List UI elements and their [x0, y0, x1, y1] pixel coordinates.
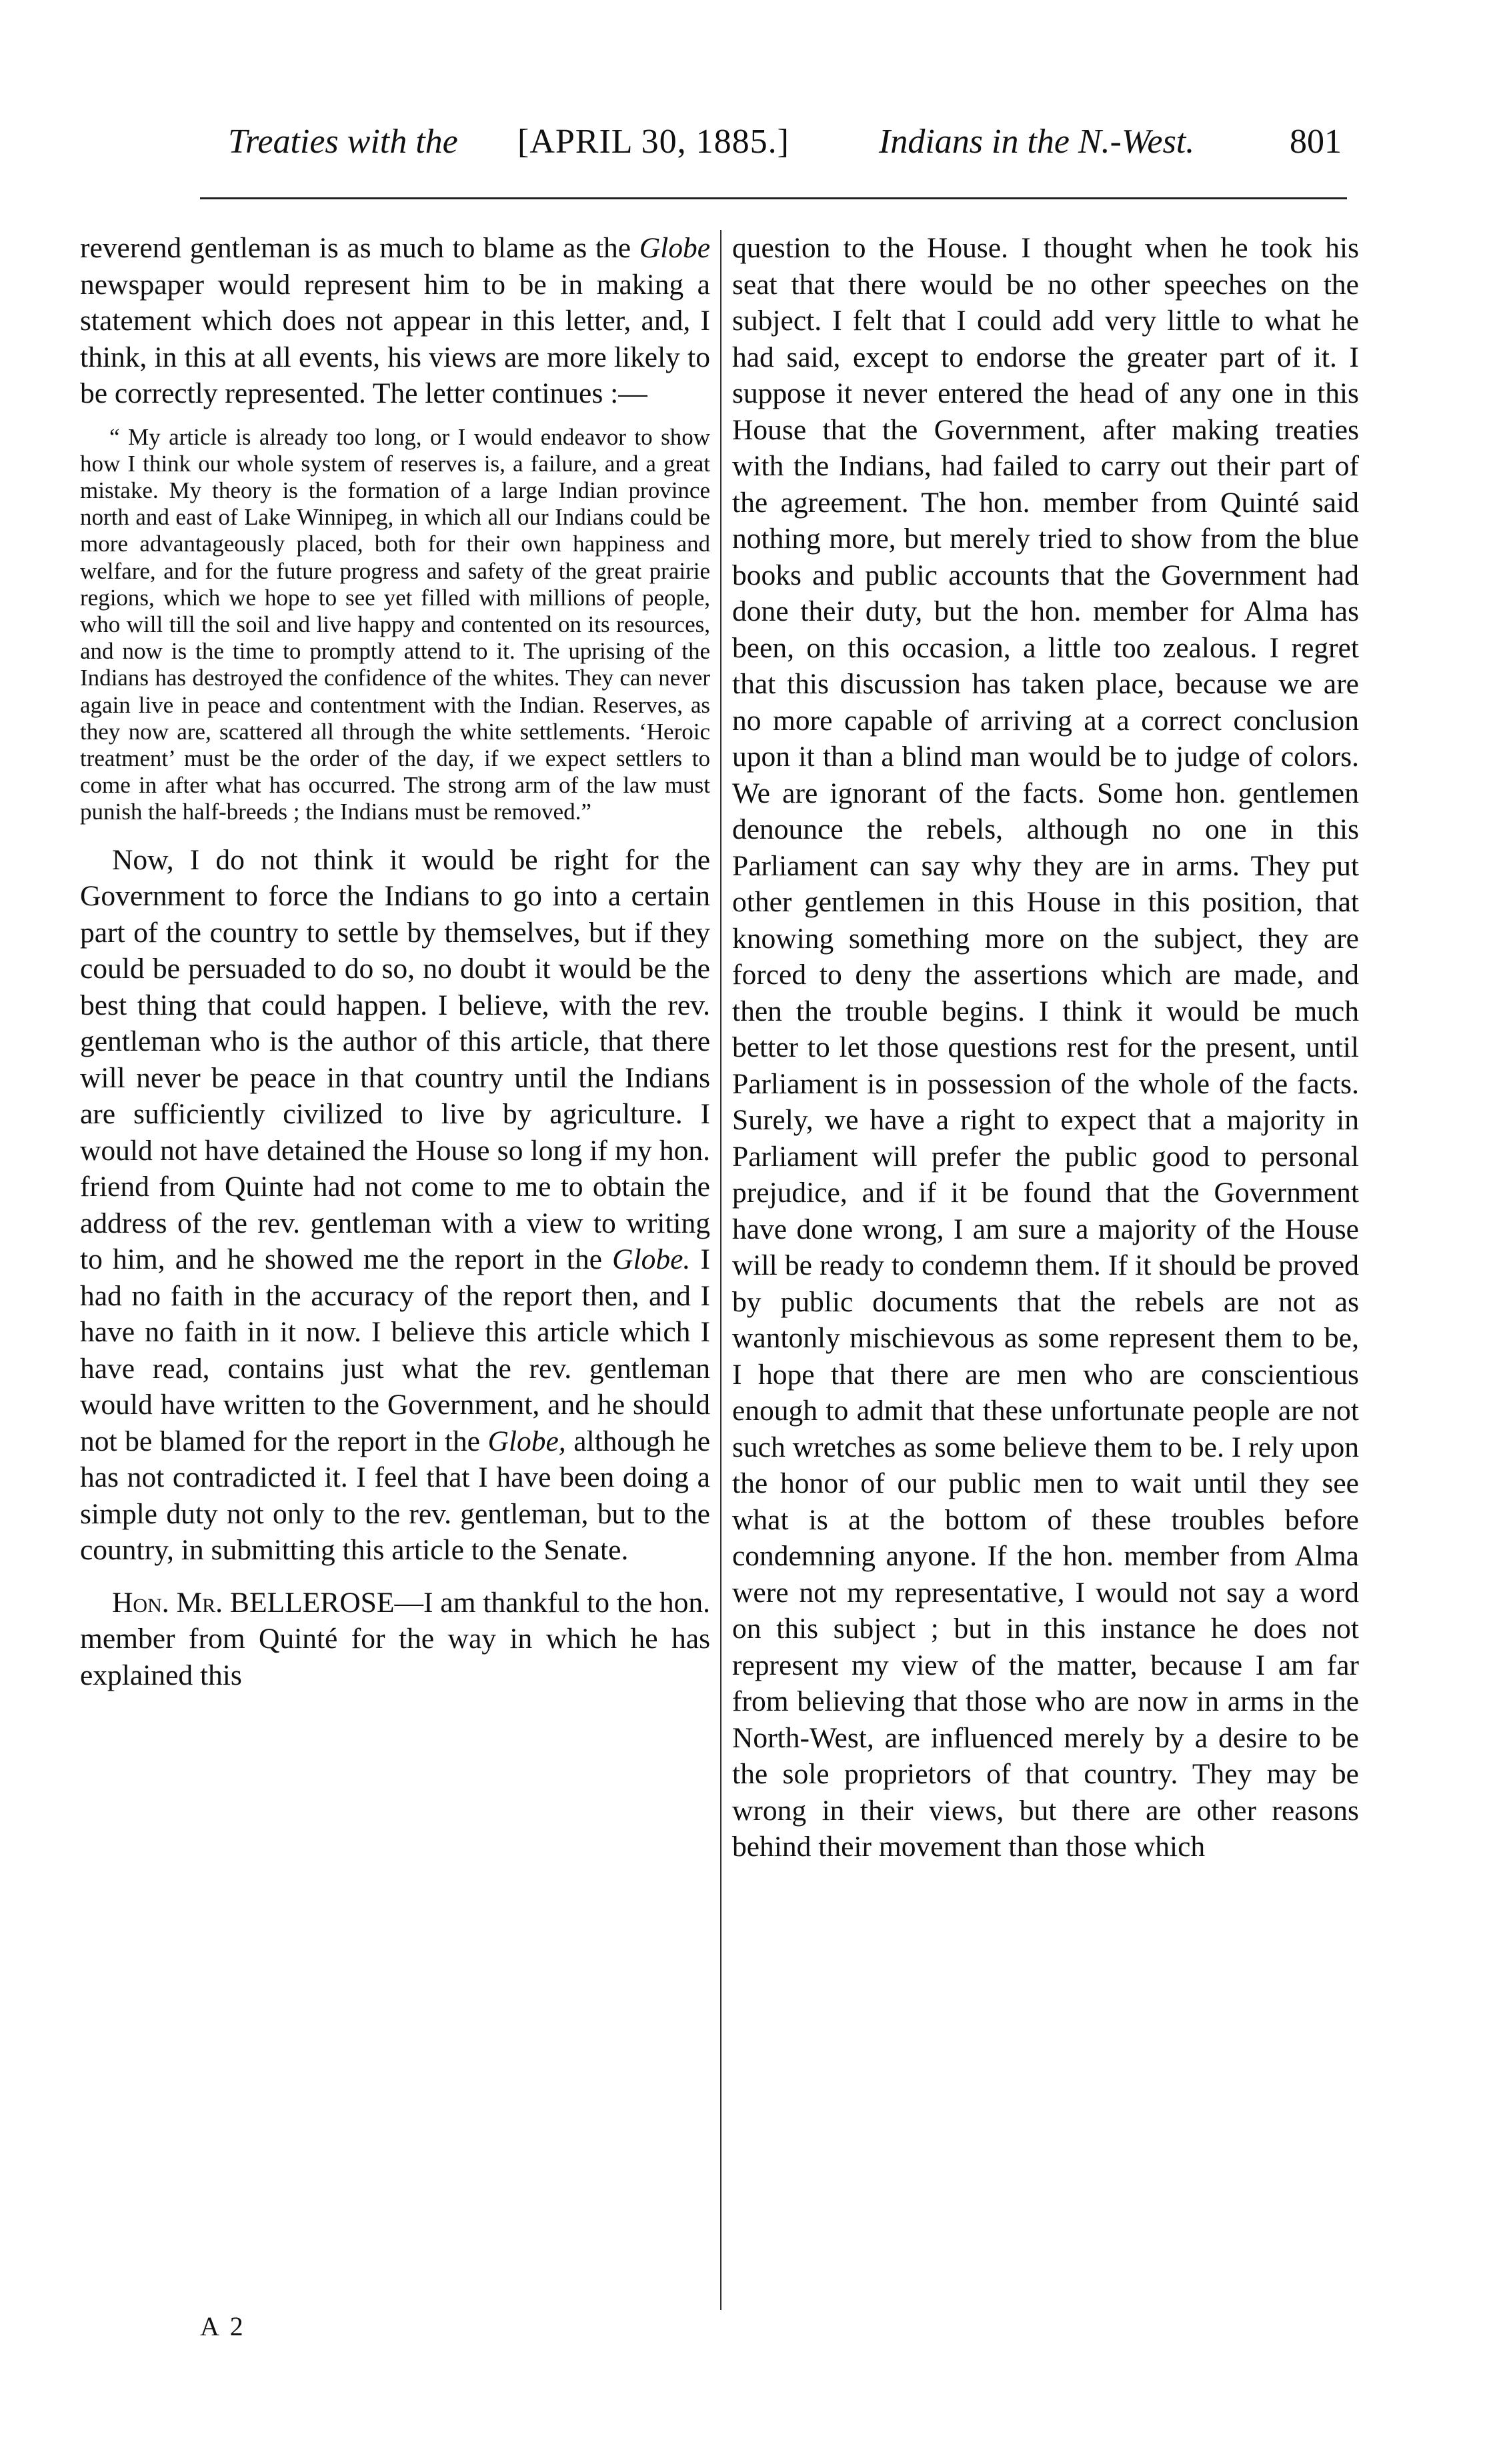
header-left-title: Treaties with the: [228, 123, 458, 161]
globe-italic: Globe: [639, 232, 710, 264]
left-column: [80, 230, 710, 1693]
left-paragraph-3: [80, 1585, 710, 1694]
right-column: [732, 230, 1359, 1865]
left-paragraph-1: [80, 230, 710, 412]
column-divider: [720, 230, 721, 2310]
text-run: I had no faith in the accuracy of the report then, and I have no faith in it now. I believe this article which I have read, contains just what the rev. gentleman would have written to the Government, and he should not be blamed for the report in the: [80, 1243, 710, 1457]
block-quote: “ My article is already too long, or I would endeavor to show how I think our whole system of reserves is, a failure, and a great mistake. My theory is the formation of a large Indian province north and east of Lake Winnipeg, in which all our Indians could be more advantageously placed, both for their own happiness and welfare, and for the future progress and safety of the great prairie regions, which we hope to see yet filled with millions of people, who will till the soil and live happy and contented on its resources, and now is the time to promptly attend to it. The uprising of the Indians has destroyed the confidence of the whites. They can never again live in peace and contentment with the Indian. Reserves, as they now are, scattered all through the white settlements. ‘Heroic treatment’ must be the order of the day, if we expect settlers to come in after what has occurred. The strong arm of the law must punish the half-breeds ; the Indians must be removed.”: [80, 423, 710, 825]
running-header: [200, 112, 1347, 172]
text-run: —I am thankful to the hon. member from Quinté for the way in which he has explained this: [80, 1586, 711, 1691]
globe-italic: Globe.: [612, 1243, 691, 1276]
header-date: [APRIL 30, 1885.]: [517, 123, 790, 161]
text-run: reverend gentleman is as much to blame as the: [80, 232, 639, 264]
text-run: newspaper would represent him to be in making a statement which does not appear in this letter, and, I think, in this at all events, his views are more likely to be correctly represented. The letter continues :—: [80, 268, 710, 409]
signature-mark: A 2: [200, 2311, 246, 2341]
right-paragraph-1: question to the House. I thought when he took his seat that there would be no other speeches on the subject. I felt that I could add very little to what he had said, except to endorse the greater part of it. I suppose it never entered the head of any one in this House that the Government, after making treaties with the Indians, had failed to carry out their part of the agreement. The hon. member from Quinté said nothing more, but merely tried to show from the blue books and public accounts that the Government had done their duty, but the hon. member for Alma has been, on this occasion, a little too zealous. I regret that this discussion has taken place, because we are no more capable of arriving at a correct conclusion upon it than a blind man would be to judge of colors. We are ignorant of the facts. Some hon. gentlemen denounce the rebels, although no one in this Parliament can say why they are in arms. They put other gentlemen in this House in this position, that knowing something more on the subject, they are forced to deny the assertions which are made, and then the trouble begins. I think it would be much better to let those questions rest for the present, until Parliament is in possession of the whole of the facts. Surely, we have a right to expect that a majority in Parliament will prefer the public good to personal prejudice, and if it be found that the Government have done wrong, I am sure a majority of the House will be ready to condemn them. If it should be proved by public documents that the rebels are not as wantonly mischievous as some represent them to be, I hope that there are men who are conscientious enough to admit that these unfortunate people are not such wretches as some believe them to be. I rely upon the honor of our public men to wait until they see what is at the bottom of these troubles before condemning anyone. If the hon. member from Alma were not my representative, I would not say a word on this subject ; but in this instance he does not represent my view of the matter, because I am far from believing that those who are now in arms in the North-West, are influenced merely by a desire to be the sole proprietors of that country. They may be wrong in their views, but there are other reasons behind their movement than those which: [732, 232, 1359, 1863]
text-run: Now, I do not think it would be right for the Government to force the Indians to go into a certain part of the country to settle by themselves, but if they could be persuaded to do so, no doubt it would be the best thing that could happen. I believe, with the rev. gentleman who is the author of this article, that there will never be peace in that country until the Indians are sufficiently civilized to live by agriculture. I would not have detained the House so long if my hon. friend from Quinte had not come to me to obtain the address of the rev. gentleman with a view to writing to him, and he showed me the report in the: [80, 843, 710, 1276]
speaker-name: Hon. Mr. BELLEROSE: [112, 1586, 395, 1619]
page-number: 801: [1290, 123, 1342, 161]
header-right-title: Indians in the N.-West.: [879, 123, 1195, 161]
globe-italic: Globe,: [487, 1425, 566, 1457]
text-run: although he has not contradicted it. I feel that I have been doing a simple duty not only to the rev. gentleman, but to the country, in submitting this article to the Senate.: [80, 1425, 710, 1567]
left-paragraph-2: [80, 842, 710, 1569]
header-rule: [200, 197, 1347, 199]
